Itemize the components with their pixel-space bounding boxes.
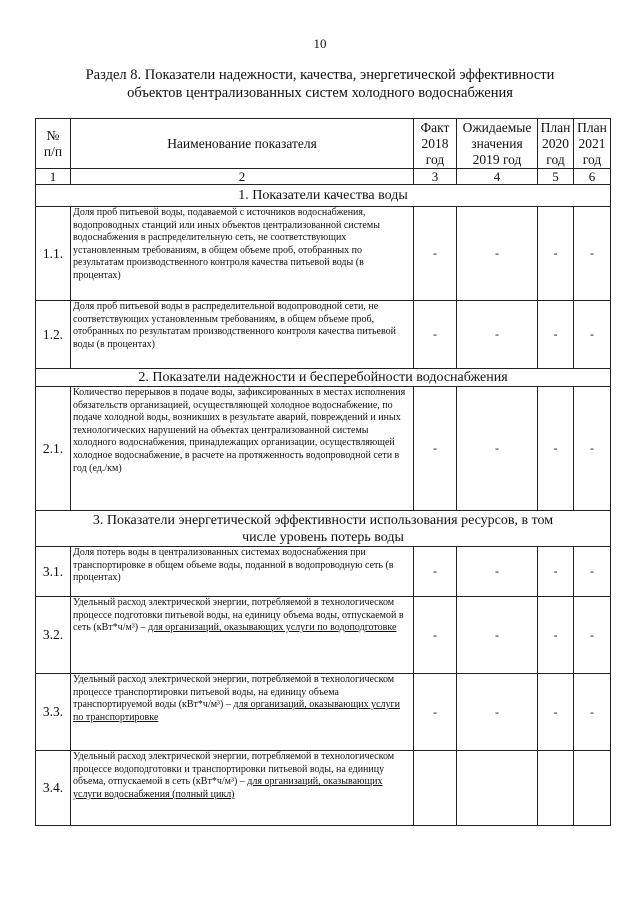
value-plan-2021: - <box>574 387 611 511</box>
table-row <box>36 547 611 597</box>
section-row-reliability <box>36 369 611 387</box>
value-fact-2018: - <box>414 547 457 597</box>
value-fact-2018: - <box>414 387 457 511</box>
value-plan-2020: - <box>538 207 574 301</box>
row-indicator-name: Удельный расход электрической энергии, потребляемой в технологическом процессе транспортировки питьевой воды, на единицу объема транспортируемой воды (кВт*ч/м³) – для организаций, оказывающих услуги по транспортировке <box>71 674 414 751</box>
value-plan-2021: - <box>574 547 611 597</box>
row-indicator-name: Количество перерывов в подаче воды, зафиксированных в местах исполнения обязательств организацией, осуществляющей холодное водоснабжение, по подаче холодной воды, возникших в результате аварий, повреждений и иных технологических нарушений на объектах централизованной системы холодного водоснабжения, принадлежащих организации, осуществляющей холодное водоснабжение, в расчете на протяженность водопроводной сети в год (ед./км) <box>71 387 414 511</box>
header-plan-2020: План 2020 год <box>538 119 574 169</box>
value-fact-2018: - <box>414 674 457 751</box>
row-code: 1.2. <box>36 301 71 369</box>
section-title-line-1: Раздел 8. Показатели надежности, качества, энергетической эффективности <box>85 67 555 83</box>
column-number: 3 <box>414 169 457 185</box>
section-heading: 3. Показатели энергетической эффективности использования ресурсов, в том числе уровень потерь воды <box>36 511 611 547</box>
value-plan-2020: - <box>538 387 574 511</box>
section-heading: 1. Показатели качества воды <box>36 185 611 207</box>
value-expected-2019 <box>457 751 538 826</box>
value-expected-2019: - <box>457 547 538 597</box>
value-expected-2019: - <box>457 597 538 674</box>
value-fact-2018: - <box>414 301 457 369</box>
underlined-scope: для организаций, оказывающих услуги по транспортировке <box>73 699 401 723</box>
value-plan-2020: - <box>538 597 574 674</box>
row-indicator-name: Доля проб питьевой воды, подаваемой с источников водоснабжения, водопроводных станций или иных объектов централизованной системы водоснабжения в распределительную сеть, не соответствующих установленным требованиям, в общем объеме проб, отобранных по результатам производственного контроля качества питьевой воды (в процентах) <box>71 207 414 301</box>
header-fact-2018: Факт 2018 год <box>414 119 457 169</box>
table-row <box>36 597 611 674</box>
header-expected-2019: Ожидаемые значения 2019 год <box>457 119 538 169</box>
value-plan-2020: - <box>538 301 574 369</box>
row-code: 3.2. <box>36 597 71 674</box>
table-row <box>36 387 611 511</box>
column-number: 6 <box>574 169 611 185</box>
value-plan-2021 <box>574 751 611 826</box>
row-indicator-name: Удельный расход электрической энергии, потребляемой в технологическом процессе водоподготовки и транспортировки питьевой воды, на единицу объема, отпускаемой в сеть (кВт*ч/м³) – для организаций, оказывающих услуги водоснабжения (полный цикл) <box>71 751 414 826</box>
page-number: 10 <box>313 36 327 51</box>
row-code: 3.1. <box>36 547 71 597</box>
row-indicator-name: Удельный расход электрической энергии, потребляемой в технологическом процессе подготовки питьевой воды, на единицу объема воды, отпускаемой в сеть (кВт*ч/м³) – для организаций, оказывающих услуги по водоподготовке <box>71 597 414 674</box>
underlined-scope: для организаций, оказывающих услуги по водоподготовке <box>148 622 397 634</box>
value-expected-2019: - <box>457 301 538 369</box>
section-heading: 2. Показатели надежности и бесперебойности водоснабжения <box>36 369 611 387</box>
value-fact-2018: - <box>414 207 457 301</box>
value-plan-2020: - <box>538 547 574 597</box>
value-expected-2019: - <box>457 387 538 511</box>
table-row <box>36 751 611 826</box>
column-number-row <box>36 169 611 185</box>
header-plan-2021: План 2021 год <box>574 119 611 169</box>
header-indicator-name: Наименование показателя <box>71 119 414 169</box>
underlined-scope: для организаций, оказывающих услуги водоснабжения (полный цикл) <box>73 776 383 800</box>
column-number: 4 <box>457 169 538 185</box>
row-code: 1.1. <box>36 207 71 301</box>
section-row-energy-efficiency <box>36 511 611 547</box>
column-number: 1 <box>36 169 71 185</box>
header-row <box>36 119 611 169</box>
table-row <box>36 207 611 301</box>
section-title-line-2: объектов централизованных систем холодного водоснабжения <box>127 85 513 101</box>
indicators-table <box>35 118 611 826</box>
value-expected-2019: - <box>457 674 538 751</box>
row-code: 2.1. <box>36 387 71 511</box>
column-number: 2 <box>71 169 414 185</box>
table-row <box>36 674 611 751</box>
section-row-quality <box>36 185 611 207</box>
header-number: № п/п <box>36 119 71 169</box>
row-indicator-name: Доля потерь воды в централизованных системах водоснабжения при транспортировке в общем объеме воды, поданной в водопроводную сеть (в процентах) <box>71 547 414 597</box>
section-title <box>40 66 600 102</box>
value-fact-2018: - <box>414 597 457 674</box>
value-plan-2021: - <box>574 597 611 674</box>
value-plan-2021: - <box>574 207 611 301</box>
row-indicator-name: Доля проб питьевой воды в распределительной водопроводной сети, не соответствующих установленным требованиям, в общем объеме проб, отобранных по результатам производственного контроля качества питьевой воды (в процентах) <box>71 301 414 369</box>
row-code: 3.3. <box>36 674 71 751</box>
value-fact-2018 <box>414 751 457 826</box>
value-plan-2021: - <box>574 301 611 369</box>
value-plan-2020: - <box>538 674 574 751</box>
row-code: 3.4. <box>36 751 71 826</box>
column-number: 5 <box>538 169 574 185</box>
value-plan-2021: - <box>574 674 611 751</box>
table-row <box>36 301 611 369</box>
value-expected-2019: - <box>457 207 538 301</box>
value-plan-2020 <box>538 751 574 826</box>
